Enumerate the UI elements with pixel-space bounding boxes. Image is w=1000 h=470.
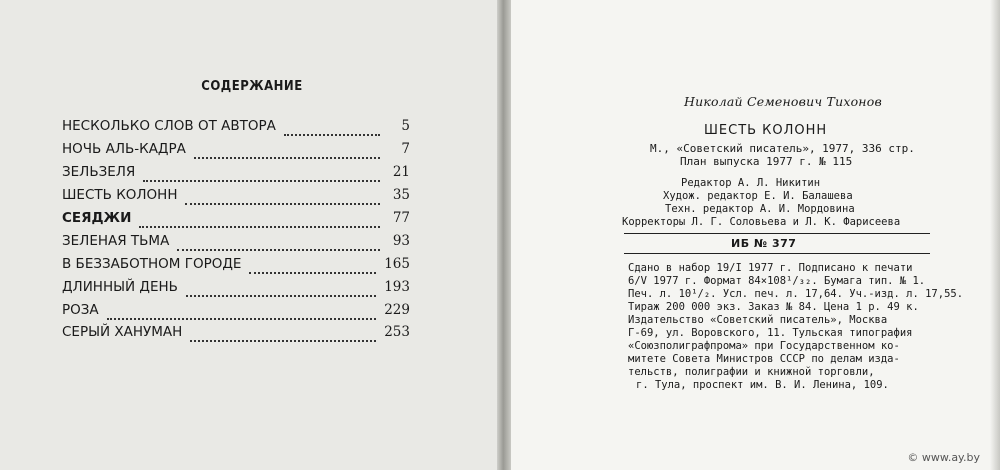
entry-page: 165 bbox=[384, 255, 410, 272]
entry-title: ЗЕЛЕНАЯ ТЬМА bbox=[62, 232, 170, 249]
entry-title: НОЧЬ АЛЬ-КАДРА bbox=[62, 141, 186, 158]
separator-line bbox=[624, 253, 930, 254]
page-edge-shadow bbox=[990, 0, 1000, 470]
entry-page: 93 bbox=[392, 232, 410, 249]
book-gutter bbox=[497, 0, 511, 470]
entry-title: ЗЕЛЬЗЕЛЯ bbox=[62, 164, 136, 181]
dot-leader bbox=[186, 281, 376, 297]
plan-line: План выпуска 1977 г. № 115 bbox=[680, 155, 853, 168]
entry-page: 77 bbox=[392, 210, 410, 226]
print-line: «Союзполиграфпрома» при Государственном ко- bbox=[628, 340, 900, 352]
dot-leader bbox=[185, 189, 380, 205]
entry-title: СЕЯДЖИ bbox=[62, 210, 132, 226]
separator-line bbox=[624, 233, 930, 234]
print-line: Тираж 200 000 экз. Заказ № 84. Цена 1 р. 49 к. bbox=[628, 301, 919, 313]
print-line: г. Тула, проспект им. В. И. Ленина, 109. bbox=[636, 379, 889, 391]
dot-leader bbox=[194, 143, 380, 159]
dot-leader bbox=[107, 304, 377, 320]
print-line: Издательство «Советский писатель», Москва bbox=[628, 314, 888, 326]
contents-entry bbox=[62, 115, 410, 138]
entry-page: 193 bbox=[384, 278, 410, 295]
publisher-line: М., «Советский писатель», 1977, 336 стр. bbox=[650, 142, 915, 155]
contents-entry bbox=[62, 184, 410, 207]
contents-entry bbox=[62, 275, 410, 298]
entry-page: 5 bbox=[401, 118, 410, 135]
contents-title: СОДЕРЖАНИЕ bbox=[201, 79, 303, 94]
tech-editor-line: Техн. редактор А. И. Мордовина bbox=[665, 203, 855, 215]
art-editor-line: Худож. редактор Е. И. Балашева bbox=[663, 190, 853, 202]
contents-entry bbox=[62, 321, 410, 344]
contents-entry bbox=[62, 298, 410, 321]
print-line: Сдано в набор 19/I 1977 г. Подписано к печати bbox=[628, 262, 913, 274]
ib-number: ИБ № 377 bbox=[731, 237, 797, 250]
contents-list bbox=[62, 115, 410, 344]
watermark: © www.ay.by bbox=[907, 451, 980, 464]
proofreaders-line: Корректоры Л. Г. Соловьева и Л. К. Фарисеева bbox=[622, 216, 901, 228]
imprint-page bbox=[503, 0, 1000, 470]
entry-title: НЕСКОЛЬКО СЛОВ ОТ АВТОРА bbox=[62, 118, 276, 135]
entry-page: 7 bbox=[401, 141, 410, 158]
dot-leader bbox=[143, 166, 380, 182]
dot-leader bbox=[249, 258, 376, 274]
book-title: ШЕСТЬ КОЛОНН bbox=[704, 123, 828, 138]
entry-title: ШЕСТЬ КОЛОНН bbox=[62, 187, 178, 204]
entry-title: ДЛИННЫЙ ДЕНЬ bbox=[62, 278, 178, 295]
dot-leader bbox=[190, 326, 376, 342]
contents-entry bbox=[62, 207, 410, 230]
entry-page: 229 bbox=[384, 301, 410, 318]
print-line: Г-69, ул. Воровского, 11. Тульская типография bbox=[628, 327, 913, 339]
contents-entry bbox=[62, 138, 410, 161]
contents-entry bbox=[62, 229, 410, 252]
entry-title: В БЕЗЗАБОТНОМ ГОРОДЕ bbox=[62, 255, 242, 272]
dot-leader bbox=[284, 120, 380, 136]
print-line: тельств, полиграфии и книжной торговли, bbox=[628, 366, 875, 378]
entry-title: СЕРЫЙ ХАНУМАН bbox=[62, 324, 183, 341]
entry-page: 35 bbox=[392, 187, 410, 204]
dot-leader bbox=[177, 235, 380, 251]
contents-entry bbox=[62, 161, 410, 184]
dot-leader bbox=[139, 212, 380, 228]
print-line: 6/V 1977 г. Формат 84×108¹/₃₂. Бумага тип. № 1. bbox=[628, 275, 926, 287]
contents-entry bbox=[62, 252, 410, 275]
entry-page: 253 bbox=[384, 324, 410, 341]
author-name: Николай Семенович Тихонов bbox=[684, 94, 882, 109]
entry-page: 21 bbox=[392, 164, 410, 181]
editor-line: Редактор А. Л. Никитин bbox=[681, 177, 821, 189]
print-line: митете Совета Министров СССР по делам изда- bbox=[628, 353, 900, 365]
entry-title: РОЗА bbox=[62, 301, 99, 318]
print-line: Печ. л. 10¹/₂. Усл. печ. л. 17,64. Уч.-изд. л. 17,55. bbox=[628, 288, 964, 300]
